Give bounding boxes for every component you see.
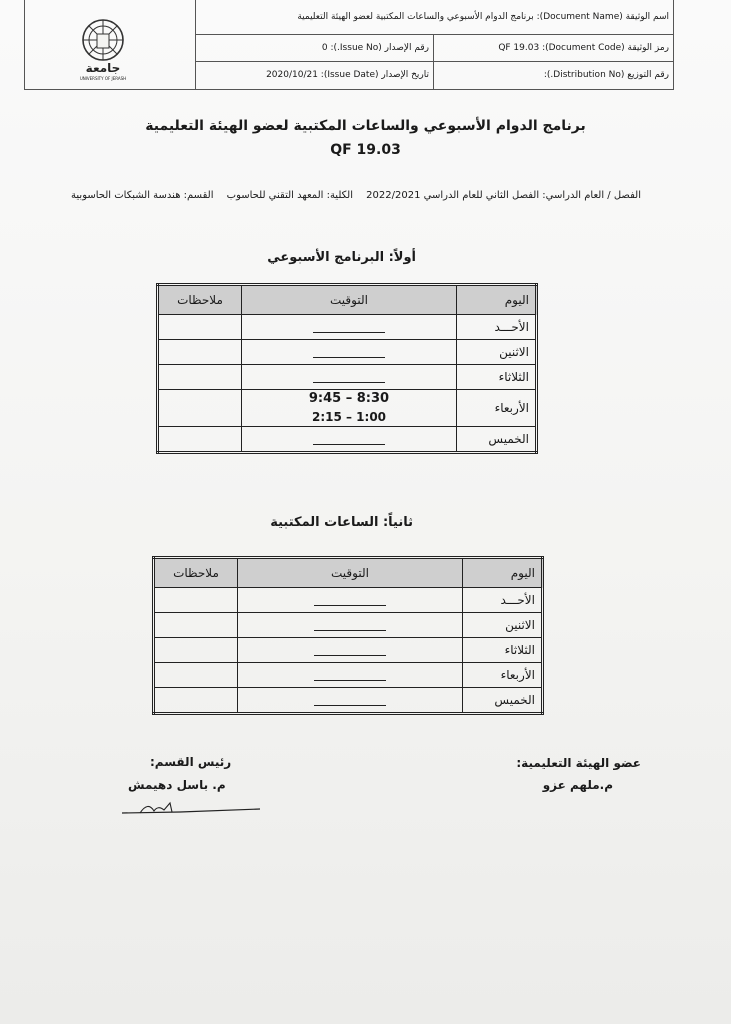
header-time: التوقيت [238, 558, 463, 588]
header-day: اليوم [463, 558, 543, 588]
day-cell: الخميس [457, 427, 537, 453]
table-row [154, 638, 543, 663]
page-code: QF 19.03 [330, 142, 401, 158]
notes-cell [154, 663, 238, 688]
header-day: اليوم [457, 285, 537, 315]
table-row [158, 315, 537, 340]
faculty-text: الكلية: المعهد التقني للحاسوب [226, 190, 353, 201]
blank-line [314, 620, 386, 631]
university-logo [73, 14, 145, 86]
time-cell [242, 315, 457, 340]
day-cell: الخميس [463, 688, 543, 714]
notes-cell [154, 688, 238, 714]
day-cell: الثلاثاء [463, 638, 543, 663]
time-cell [242, 427, 457, 453]
notes-cell [154, 613, 238, 638]
blank-line [314, 670, 386, 681]
department-text: القسم: هندسة الشبكات الحاسوبية [71, 190, 214, 201]
day-cell: الأربعاء [457, 390, 537, 427]
time-cell [238, 613, 463, 638]
table-row [158, 365, 537, 390]
head-name: م. باسل دهيمش [128, 778, 226, 792]
day-cell: الأحـــد [463, 588, 543, 613]
office-heading: ثانياً: الساعات المكتبية [270, 515, 413, 530]
day-cell: الاثنين [463, 613, 543, 638]
notes-cell [158, 315, 242, 340]
distribution-no: رقم التوزيع (Distribution No.): [543, 70, 669, 80]
blank-line [314, 695, 386, 706]
blank-line [313, 322, 385, 333]
head-label: رئيس القسم: [150, 755, 232, 769]
semester-text: الفصل / العام الدراسي: الفصل الثاني للعام الدراسي 2022/2021 [366, 190, 641, 201]
table-row [154, 588, 543, 613]
time-range-2: 2:15 – 1:00 [311, 410, 387, 424]
table-row [158, 390, 537, 427]
notes-cell [158, 427, 242, 453]
table-row [154, 613, 543, 638]
blank-line [314, 645, 386, 656]
blank-line [313, 347, 385, 358]
time-cell [242, 365, 457, 390]
logo-subtext: UNIVERSITY OF JERASH [79, 76, 127, 81]
day-cell: الاثنين [457, 340, 537, 365]
logo-text: جامعة [85, 61, 121, 75]
table-row [154, 663, 543, 688]
issue-date: تاريخ الإصدار (Issue Date): 2020/10/21 [195, 61, 434, 89]
page-title: برنامج الدوام الأسبوعي والساعات المكتبية لعضو الهيئة التعليمية [145, 118, 586, 134]
time-cell [238, 588, 463, 613]
notes-cell [154, 638, 238, 663]
blank-line [314, 595, 386, 606]
notes-cell [158, 365, 242, 390]
time-cell [238, 688, 463, 714]
issue-no: رقم الإصدار (Issue No.): 0 [195, 34, 434, 61]
time-cell [242, 340, 457, 365]
doc-code: رمز الوثيقة (Document Code): QF 19.03 [498, 42, 669, 53]
doc-name: اسم الوثيقة (Document Name): برنامج الدوام الأسبوعي والساعات المكتبية لعضو الهيئة التعليمية [297, 12, 669, 22]
meta-line [61, 190, 641, 201]
time-cell [242, 390, 457, 427]
notes-cell [154, 588, 238, 613]
header-notes: ملاحظات [158, 285, 242, 315]
day-cell: الأربعاء [463, 663, 543, 688]
member-name: م.ملهم عزو [542, 778, 613, 792]
day-cell: الثلاثاء [457, 365, 537, 390]
header-notes: ملاحظات [154, 558, 238, 588]
member-label: عضو الهيئة التعليمية: [516, 756, 641, 770]
header-time: التوقيت [242, 285, 457, 315]
notes-cell [158, 390, 242, 427]
office-hours-table [152, 556, 544, 715]
logo-cell [25, 0, 196, 89]
time-range-1: 9:45 – 8:30 [308, 391, 390, 406]
time-cell [238, 663, 463, 688]
weekly-heading: أولاً: البرنامج الأسبوعي [267, 250, 416, 265]
table-row [158, 427, 537, 453]
weekly-schedule-table [156, 283, 538, 454]
notes-cell [158, 340, 242, 365]
table-row [154, 688, 543, 714]
time-cell [238, 638, 463, 663]
table-row [158, 340, 537, 365]
handwritten-signature [120, 797, 265, 819]
blank-line [313, 434, 385, 445]
document-header [24, 0, 674, 90]
blank-line [313, 372, 385, 383]
day-cell: الأحـــد [457, 315, 537, 340]
